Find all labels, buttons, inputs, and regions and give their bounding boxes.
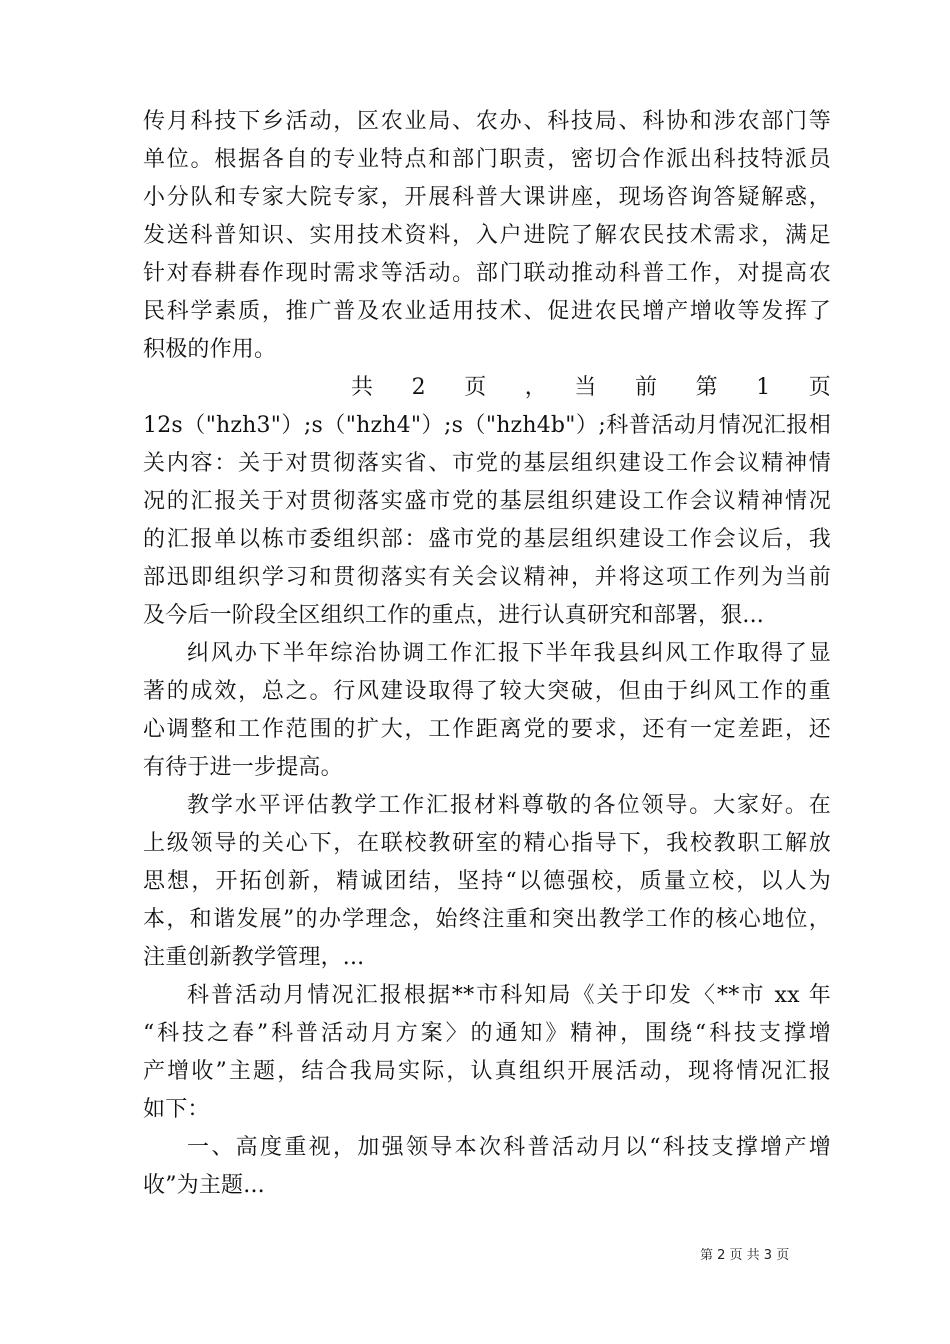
- text-line: “科技之春”科普活动月方案〉的通知》精神，围绕“科技支撑增: [143, 1021, 831, 1046]
- text-line: 有待于进一步提高。: [143, 755, 343, 780]
- text-line: 科普活动月情况汇报根据**市科知局《关于印发〈**市 xx 年: [187, 983, 831, 1008]
- text-line: 及今后一阶段全区组织工作的重点，进行认真研究和部署，狠...: [143, 603, 764, 628]
- text-line: 单位。根据各自的专业特点和部门职责，密切合作派出科技特派员: [143, 147, 831, 172]
- text-line: 注重创新教学管理，...: [143, 945, 365, 970]
- document-body: [143, 103, 831, 1205]
- text-line: 著的成效，总之。行风建设取得了较大突破，但由于纠风工作的重: [143, 679, 831, 704]
- text-line: 12s（"hzh3"）;s（"hzh4"）;s（"hzh4b"）;科普活动月情况汇报相: [143, 413, 831, 438]
- text-line: 一、高度重视，加强领导本次科普活动月以“科技支撑增产增: [187, 1135, 831, 1160]
- page-count-line: [143, 369, 831, 407]
- text-line: 发送科普知识、实用技术资料，入户进院了解农民技术需求，满足: [143, 223, 831, 248]
- text-line: 上级领导的关心下，在联校教研室的精心指导下，我校教职工解放: [143, 831, 831, 856]
- paragraph-p6: [143, 1129, 831, 1205]
- text-line: 积极的作用。: [143, 337, 277, 362]
- text-line: 思想，开拓创新，精诚团结，坚持“以德强校，质量立校，以人为: [143, 869, 831, 894]
- text-line: 心调整和工作范围的扩大，工作距离党的要求，还有一定差距，还: [143, 717, 831, 742]
- text-line: 如下：: [143, 1097, 210, 1122]
- text-line: 纠风办下半年综治协调工作汇报下半年我县纠风工作取得了显: [187, 641, 831, 666]
- page-footer-indicator: 第 2 页 共 3 页: [700, 1248, 790, 1263]
- text-line: 产增收”主题，结合我局实际，认真组织开展活动，现将情况汇报: [143, 1059, 831, 1084]
- text-line: 收”为主题...: [143, 1173, 265, 1198]
- paragraph-p3: [143, 635, 831, 787]
- page-count-text: 共 2 页 ， 当 前 第 1 页: [351, 375, 831, 400]
- text-line: 况的汇报关于对贯彻落实盛市党的基层组织建设工作会议精神情况: [143, 489, 831, 514]
- paragraph-p5: [143, 977, 831, 1129]
- paragraph-p1: [143, 103, 831, 369]
- text-line: 教学水平评估教学工作汇报材料尊敬的各位领导。大家好。在: [187, 793, 831, 818]
- text-line: 关内容：关于对贯彻落实省、市党的基层组织建设工作会议精神情: [143, 451, 831, 476]
- text-line: 民科学素质，推广普及农业适用技术、促进农民增产增收等发挥了: [143, 299, 831, 324]
- text-line: 小分队和专家大院专家，开展科普大课讲座，现场咨询答疑解惑，: [143, 185, 831, 210]
- text-line: 传月科技下乡活动，区农业局、农办、科技局、科协和涉农部门等: [143, 109, 831, 134]
- text-line: 的汇报单以栋市委组织部：盛市党的基层组织建设工作会议后，我: [143, 527, 831, 552]
- text-line: 部迅即组织学习和贯彻落实有关会议精神，并将这项工作列为当前: [143, 565, 831, 590]
- paragraph-p4: [143, 787, 831, 977]
- text-line: 本，和谐发展”的办学理念，始终注重和突出教学工作的核心地位，: [143, 907, 831, 932]
- text-line: 针对春耕春作现时需求等活动。部门联动推动科普工作，对提高农: [143, 261, 831, 286]
- paragraph-p2: [143, 407, 831, 635]
